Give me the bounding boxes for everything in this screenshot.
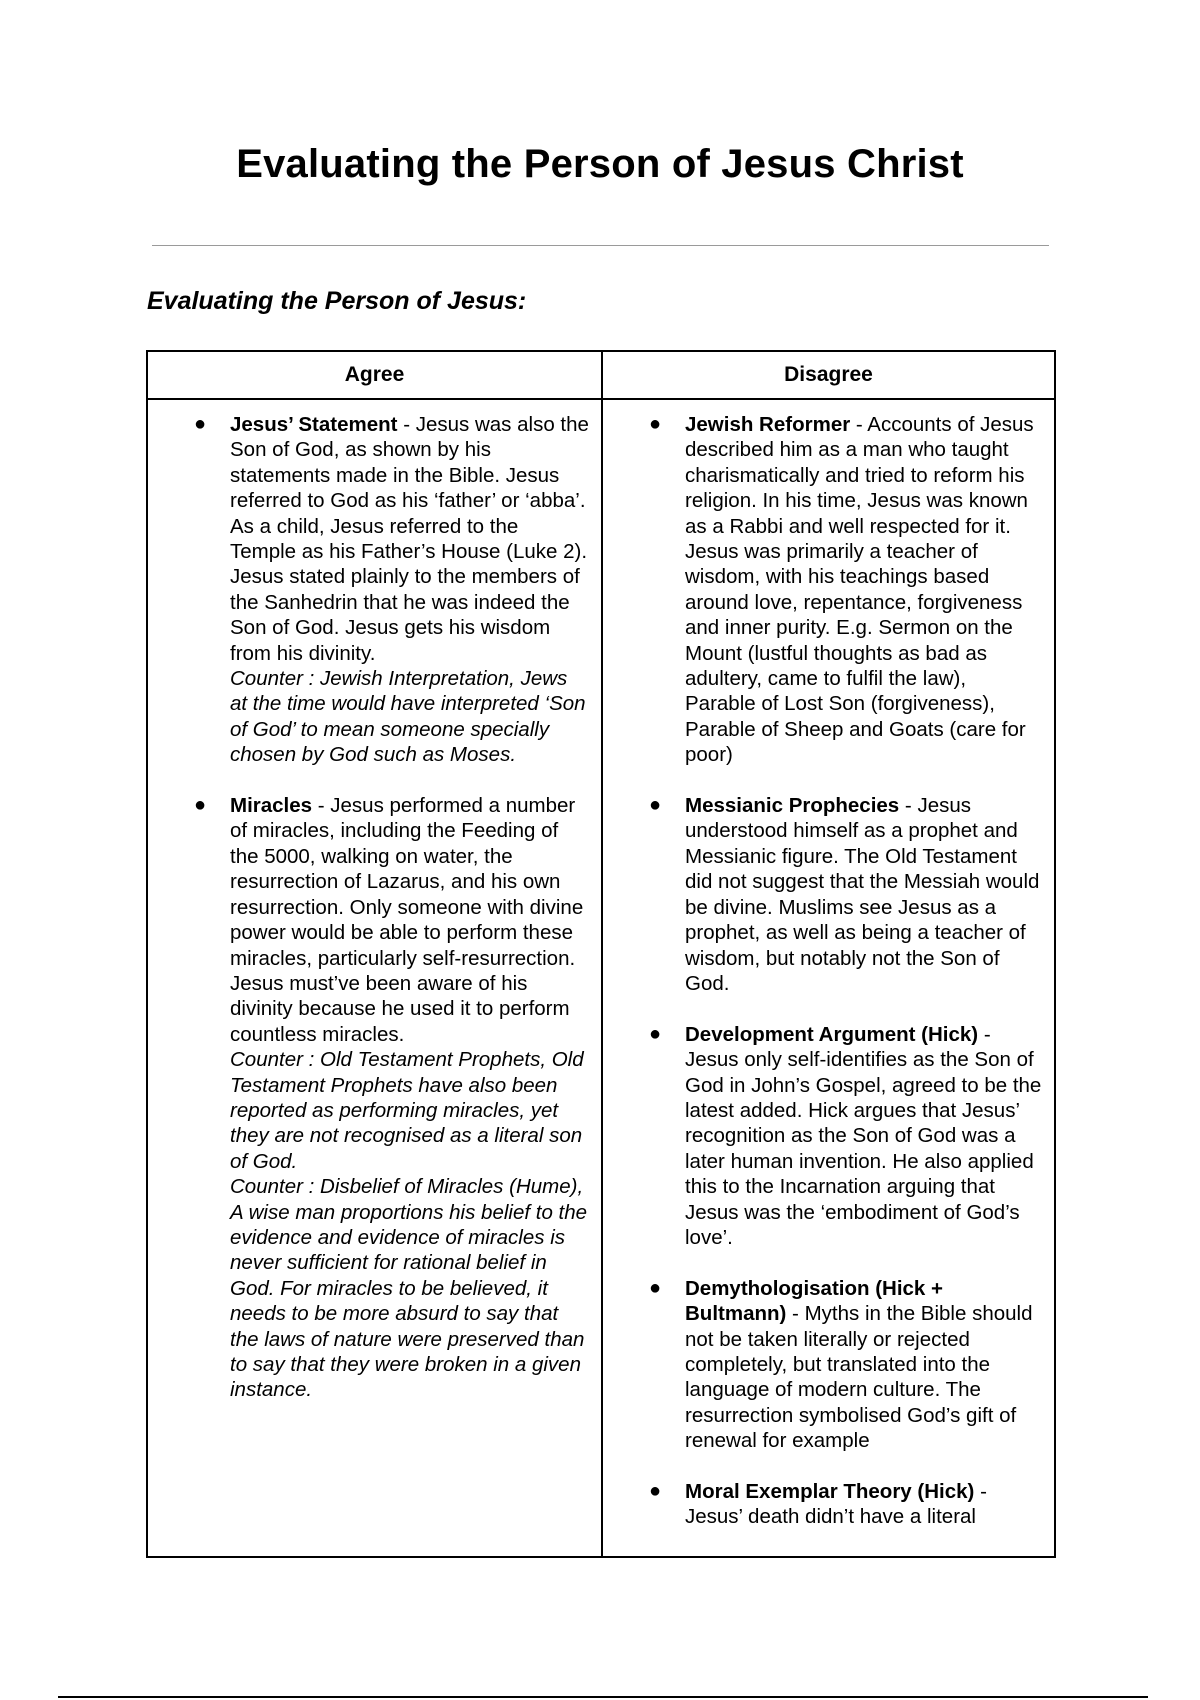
item-text	[685, 1479, 1042, 1530]
counter-argument: Counter : Jewish Interpretation, Jews at the time would have interpreted ‘Son of God’ to mean someone specially chosen by God such as Moses.	[230, 667, 586, 767]
item-text	[685, 1276, 1042, 1454]
disagree-item-demythologisation	[603, 1276, 1042, 1454]
item-text	[685, 412, 1042, 768]
table-body-row	[147, 399, 1055, 1557]
agree-header: Agree	[147, 351, 602, 399]
agree-item-miracles	[148, 793, 589, 1403]
comparison-table	[146, 350, 1056, 1558]
bullet-icon: ●	[194, 794, 207, 817]
item-body: Accounts of Jesus described him as a man who taught charismatically and tried to reform his religion. In his time, Jesus was known as a Rabbi and well respected for it. Jesus was primarily a teacher of wisdom, with his teachings based around love, repentance, forgiveness and inner purity. E.g. Sermon on the Mount (lustful thoughts as bad as adultery, came to fulfil the law), Parable of Lost Son (forgiveness), Parable of Sheep and Goats (care for poor)	[685, 413, 1034, 767]
counter-argument: Counter : Old Testament Prophets, Old Testament Prophets have also been reported as performing miracles, yet they are not recognised as a literal son of God.	[230, 1048, 584, 1173]
bullet-icon: ●	[194, 413, 207, 435]
disagree-item-moral-exemplar	[603, 1479, 1042, 1530]
bullet-icon: ●	[649, 413, 662, 435]
item-term: Jewish Reformer	[685, 413, 851, 436]
item-body: Jesus only self-identifies as the Son of God in John’s Gospel, agreed to be the latest added. Hick argues that Jesus’ recognition as the Son of God was a later human invention. He also applied this to the Incarnation arguing that Jesus was the ‘embodiment of God’s love’.	[685, 1048, 1042, 1249]
item-term: Jesus’ Statement	[230, 413, 398, 436]
item-separator: -	[786, 1302, 805, 1326]
item-text	[685, 793, 1042, 996]
item-body: Jesus’ death didn’t have a literal	[685, 1505, 976, 1529]
item-separator: -	[397, 413, 416, 436]
item-separator: -	[850, 413, 868, 436]
page-bottom-rule	[58, 1696, 1148, 1698]
section-heading: Evaluating the Person of Jesus:	[147, 287, 527, 315]
disagree-header: Disagree	[602, 351, 1055, 399]
item-separator: -	[312, 794, 331, 818]
item-term: Messianic Prophecies	[685, 794, 900, 818]
item-separator: -	[899, 794, 918, 818]
bullet-icon: ●	[649, 1480, 662, 1502]
item-body: Myths in the Bible should not be taken literally or rejected completely, but translated into the language of modern culture. The resurrection symbolised God’s gift of renewal for example	[685, 1302, 1033, 1453]
bullet-icon: ●	[649, 1022, 662, 1045]
item-separator: -	[974, 1480, 987, 1503]
title-divider	[152, 245, 1049, 246]
document-title: Evaluating the Person of Jesus Christ	[236, 142, 964, 186]
disagree-item-jewish-reformer	[603, 412, 1042, 768]
agree-item-jesus-statement	[148, 412, 589, 768]
item-term: Demythologisation (Hick + Bultmann)	[685, 1276, 944, 1326]
bullet-icon: ●	[649, 1276, 662, 1299]
disagree-item-messianic-prophecies	[603, 793, 1042, 996]
table-header-row	[147, 351, 1055, 399]
item-separator: -	[978, 1022, 991, 1046]
item-text	[230, 412, 589, 666]
item-body: Jesus understood himself as a prophet and Messianic figure. The Old Testament did not suggest that the Messiah would be divine. Muslims see Jesus as a prophet, as well as being a teacher of wisdom, but notably not the Son of God.	[685, 794, 1040, 995]
disagree-item-development-argument	[603, 1022, 1042, 1251]
disagree-column	[602, 399, 1055, 1557]
bullet-icon: ●	[649, 794, 662, 817]
agree-column	[147, 399, 602, 1557]
item-term: Miracles	[230, 794, 313, 818]
counter-argument: Counter : Disbelief of Miracles (Hume), A wise man proportions his belief to the evidence and evidence of miracles is never sufficient for rational belief in God. For miracles to be believed, it needs to be more absurd to say that the laws of nature were preserved than to say that they were broken in a given instance.	[230, 1175, 588, 1402]
item-term: Development Argument (Hick)	[685, 1022, 979, 1046]
item-body: Jesus was also the Son of God, as shown by his statements made in the Bible. Jesus referred to God as his ‘father’ or ‘abba’. As a child, Jesus referred to the Temple as his Father’s House (Luke 2). Jesus stated plainly to the members of the Sanhedrin that he was indeed the Son of God. Jesus gets his wisdom from his divinity.	[230, 413, 589, 665]
item-text	[230, 793, 589, 1047]
item-text	[685, 1022, 1042, 1251]
item-term: Moral Exemplar Theory (Hick)	[685, 1480, 975, 1503]
item-body: Jesus performed a number of miracles, including the Feeding of the 5000, walking on water, the resurrection of Lazarus, and his own resurrection. Only someone with divine power would be able to perform these miracles, particularly self-resurrection. Jesus must’ve been aware of his divinity because he used it to perform countless miracles.	[230, 794, 584, 1046]
